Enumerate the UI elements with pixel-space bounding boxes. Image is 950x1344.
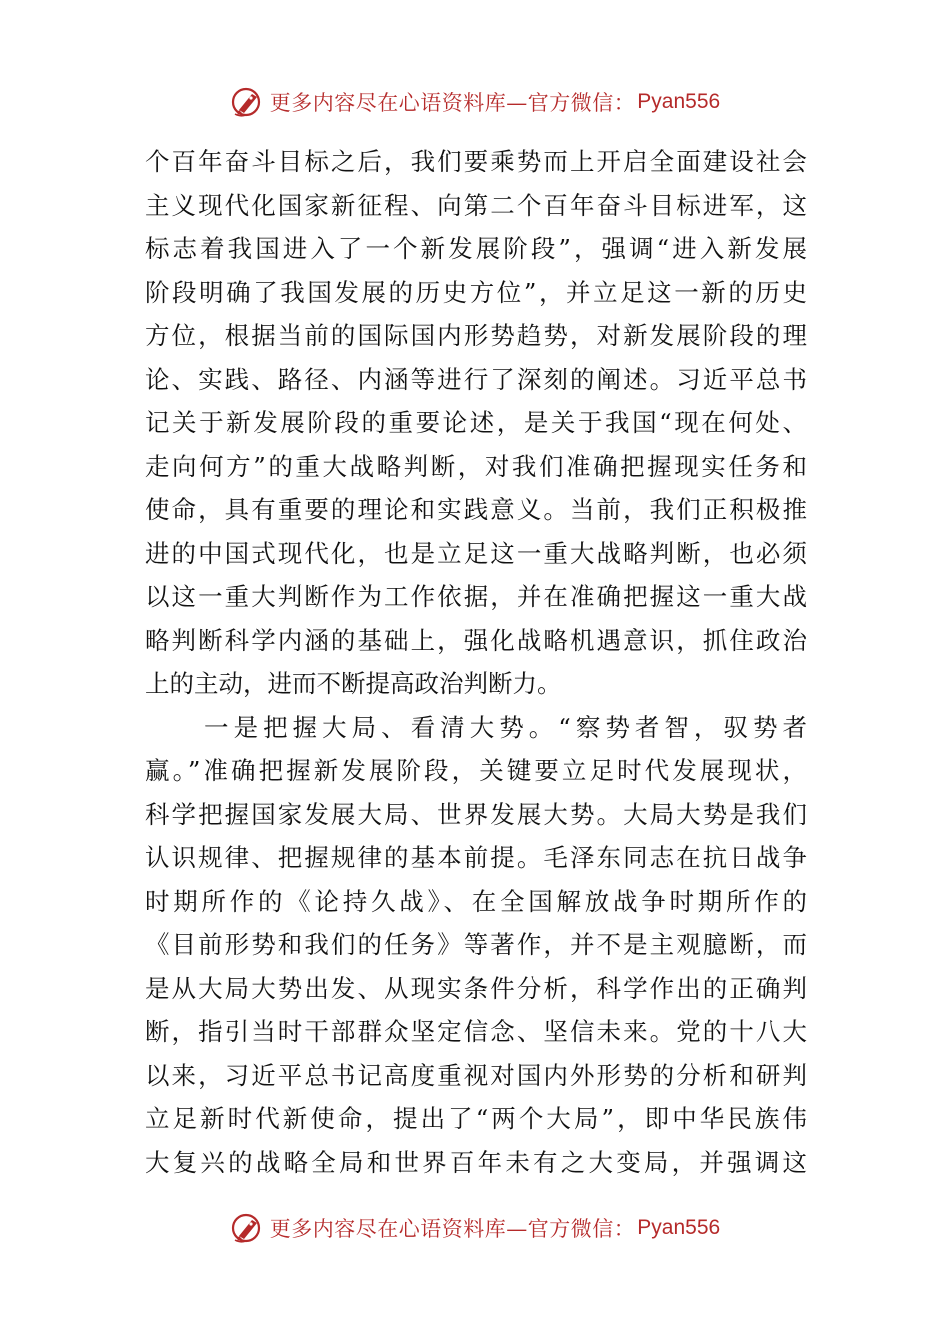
text-line: 进的中国式现代化，也是立足这一重大战略判断，也必须 [145, 538, 807, 568]
text-line: 大复兴的战略全局和世界百年未有之大变局，并强调这 [145, 1147, 807, 1177]
header-banner-text: 更多内容尽在心语资料库—官方微信： [269, 91, 636, 115]
text-line: 是从大局大势出发、从现实条件分析，科学作出的正确判 [145, 973, 807, 1003]
paragraph-start-line: 一是把握大局、看清大势。“察势者智，驭势者 [145, 712, 807, 742]
text-line: 略判断科学内涵的基础上，强化战略机遇意识，抓住政治 [145, 625, 807, 655]
text-line: 时期所作的《论持久战》、在全国解放战争时期所作的 [145, 886, 807, 916]
paragraph-end-line: 上的主动，进而不断提高政治判断力。 [145, 669, 562, 698]
text-line: 标志着我国进入了一个新发展阶段”，强调“进入新发展 [145, 234, 807, 263]
header-wechat-handle: Pyan556 [637, 90, 721, 113]
text-line: 走向何方”的重大战略判断，对我们准确把握现实任务和 [145, 451, 807, 481]
pen-nib-logo-icon [230, 84, 266, 120]
text-line: 科学把握国家发展大局、世界发展大势。大局大势是我们 [145, 799, 807, 829]
footer-banner [0, 1208, 950, 1248]
text-line: 论、实践、路径、内涵等进行了深刻的阐述。习近平总书 [145, 364, 807, 394]
document-body [145, 140, 807, 1184]
text-line: 以这一重大判断作为工作依据，并在准确把握这一重大战 [145, 582, 807, 611]
text-line: 记关于新发展阶段的重要论述，是关于我国“现在何处、 [145, 408, 807, 437]
text-line: 断，指引当时干部群众坚定信念、坚信未来。党的十八大 [145, 1017, 807, 1046]
text-line: 认识规律、把握规律的基本前提。毛泽东同志在抗日战争 [145, 843, 807, 872]
text-line: 主义现代化国家新征程、向第二个百年奋斗目标进军，这 [145, 190, 807, 220]
footer-wechat-handle: Pyan556 [637, 1216, 721, 1239]
text-line: 使命，具有重要的理论和实践意义。当前，我们正积极推 [145, 495, 807, 524]
text-line: 立足新时代新使命，提出了“两个大局”，即中华民族伟 [145, 1104, 807, 1133]
text-line: 个百年奋斗目标之后，我们要乘势而上开启全面建设社会 [145, 147, 807, 176]
header-banner [0, 82, 950, 122]
text-line: 方位，根据当前的国际国内形势趋势，对新发展阶段的理 [145, 321, 807, 350]
pen-nib-logo-icon [230, 1210, 266, 1246]
text-line: 以来，习近平总书记高度重视对国内外形势的分析和研判 [145, 1060, 807, 1090]
footer-banner-text: 更多内容尽在心语资料库—官方微信： [269, 1217, 636, 1241]
text-line: 阶段明确了我国发展的历史方位”，并立足这一新的历史 [145, 277, 807, 307]
text-line: 赢。”准确把握新发展阶段，关键要立足时代发展现状， [145, 756, 807, 785]
text-line: 《目前形势和我们的任务》等著作，并不是主观臆断，而 [145, 930, 807, 959]
